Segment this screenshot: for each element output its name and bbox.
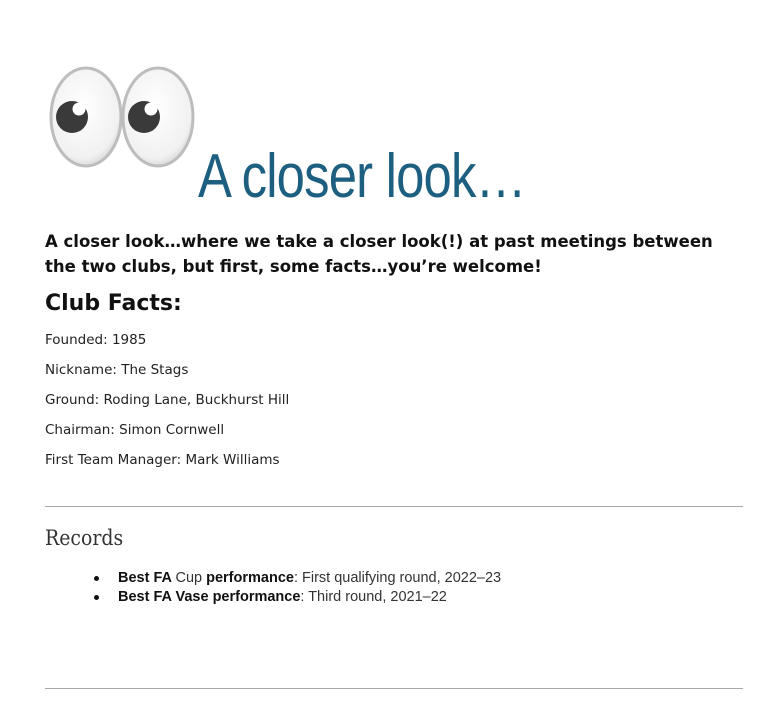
divider xyxy=(45,506,743,507)
hero-section xyxy=(48,64,748,214)
club-facts-list xyxy=(45,330,289,480)
record-value: : Third round, 2021–22 xyxy=(300,589,447,605)
bullet-icon xyxy=(94,595,99,600)
fact-chairman: Chairman: Simon Cornwell xyxy=(45,422,225,438)
record-fa-vase xyxy=(94,588,501,607)
bullet-icon xyxy=(94,576,99,581)
club-facts-heading: Club Facts: xyxy=(45,291,182,316)
records-list xyxy=(94,569,501,607)
intro-paragraph: A closer look…where we take a closer look(!) at past meetings between the two clubs, but first, some facts…you’re welcome! xyxy=(45,232,713,276)
fact-first-team-manager: First Team Manager: Mark Williams xyxy=(45,452,280,468)
eyes-emoji-icon xyxy=(48,64,198,168)
divider xyxy=(45,688,743,689)
record-label-part: performance xyxy=(202,570,294,586)
page-title: A closer look… xyxy=(198,142,526,211)
record-value: : First qualifying round, 2022–23 xyxy=(293,570,502,586)
fact-ground: Ground: Roding Lane, Buckhurst Hill xyxy=(45,392,290,408)
record-label-part: Best FA Vase performance xyxy=(118,589,301,605)
fact-founded: Founded: 1985 xyxy=(45,332,147,348)
records-heading: Records xyxy=(45,526,124,550)
record-label-part: Cup xyxy=(175,570,203,586)
record-fa-cup xyxy=(94,569,501,588)
record-label-part: Best FA xyxy=(118,570,176,586)
fact-nickname: Nickname: The Stags xyxy=(45,362,189,378)
